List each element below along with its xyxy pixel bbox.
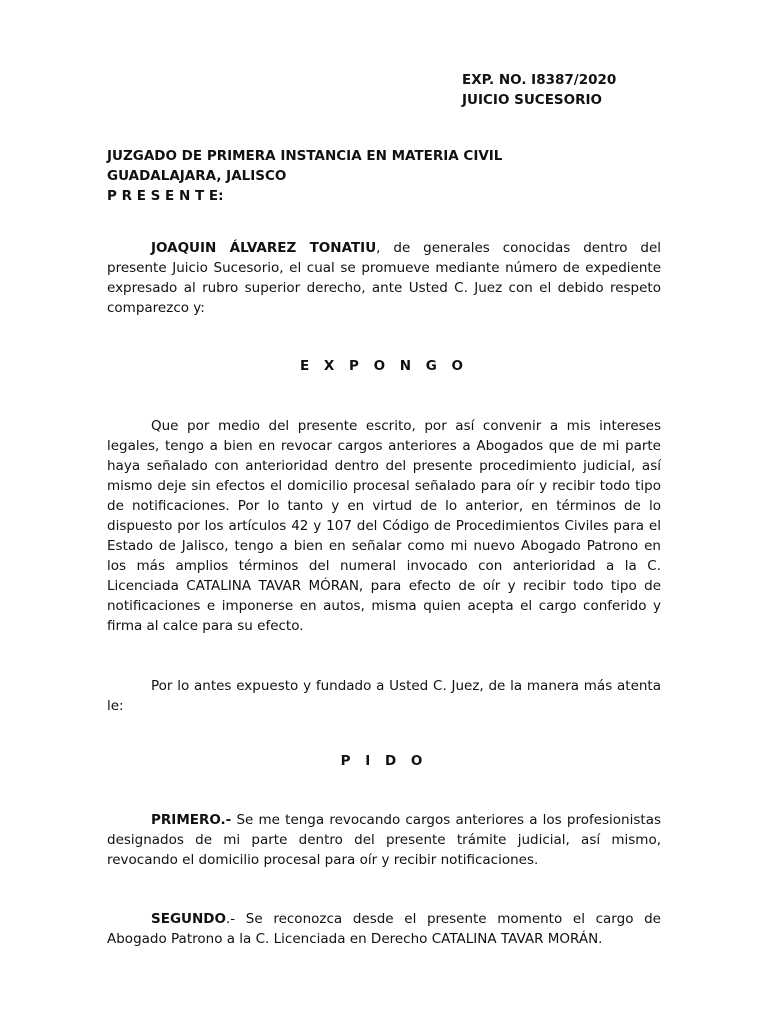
case-header (462, 70, 722, 110)
addressee-block (107, 146, 667, 206)
case-number: EXP. NO. I8387/2020 (462, 72, 617, 88)
segundo-text: .- Se reconozca desde el presente momento el cargo de Abogado Patrono a la C. Licenciada en Derecho CATALINA TAVAR MORÁN. (107, 911, 661, 947)
primero-paragraph (107, 810, 661, 870)
presente-line: P R E S E N T E: (107, 188, 224, 204)
intro-paragraph (107, 238, 661, 318)
heading-expongo: E X P O N G O (299, 358, 469, 374)
segundo-paragraph (107, 909, 661, 949)
closing-paragraph: Por lo antes expuesto y fundado a Usted C. Juez, de la manera más atenta le: (107, 678, 661, 714)
segundo-label: SEGUNDO (151, 911, 226, 927)
case-type: JUICIO SUCESORIO (462, 92, 603, 108)
heading-pido: P I D O (340, 753, 428, 769)
intro-text: , de generales conocidas dentro del presente Juicio Sucesorio, el cual se promueve mediante número de expediente expresado al rubro superior derecho, ante Usted C. Juez con el debido respeto comparezco y: (107, 240, 662, 316)
primero-label: PRIMERO.- (151, 812, 232, 828)
court-city: GUADALAJARA, JALISCO (107, 168, 287, 184)
primero-text: Se me tenga revocando cargos anteriores a los profesionistas designados de mi parte dentro del presente trámite judicial, así mismo, revocando el domicilio procesal para oír y recibir notificaciones. (107, 812, 661, 868)
body-paragraph: Que por medio del presente escrito, por así convenir a mis intereses legales, tengo a bien en revocar cargos anteriores a Abogados que de mi parte haya señalado con anterioridad dentro del presente procedimiento judicial, así mismo deje sin efectos el domicilio procesal señalado para oír y recibir todo tipo de notificaciones. Por lo tanto y en virtud de lo anterior, en términos de lo dispuesto por los artículos 42 y 107 del Código de Procedimientos Civiles para el Estado de Jalisco, tengo a bien en señalar como mi nuevo Abogado Patrono en los más amplios términos del numeral invocado con anterioridad a la C. Licenciada CATALINA TAVAR MÓRAN, para efecto de oír y recibir todo tipo de notificaciones e imponerse en autos, misma quien acepta el cargo conferido y firma al calce para su efecto. (107, 418, 661, 634)
petitioner-name: JOAQUIN ÁLVAREZ TONATIU (151, 240, 377, 256)
court-name: JUZGADO DE PRIMERA INSTANCIA EN MATERIA CIVIL (107, 148, 503, 164)
